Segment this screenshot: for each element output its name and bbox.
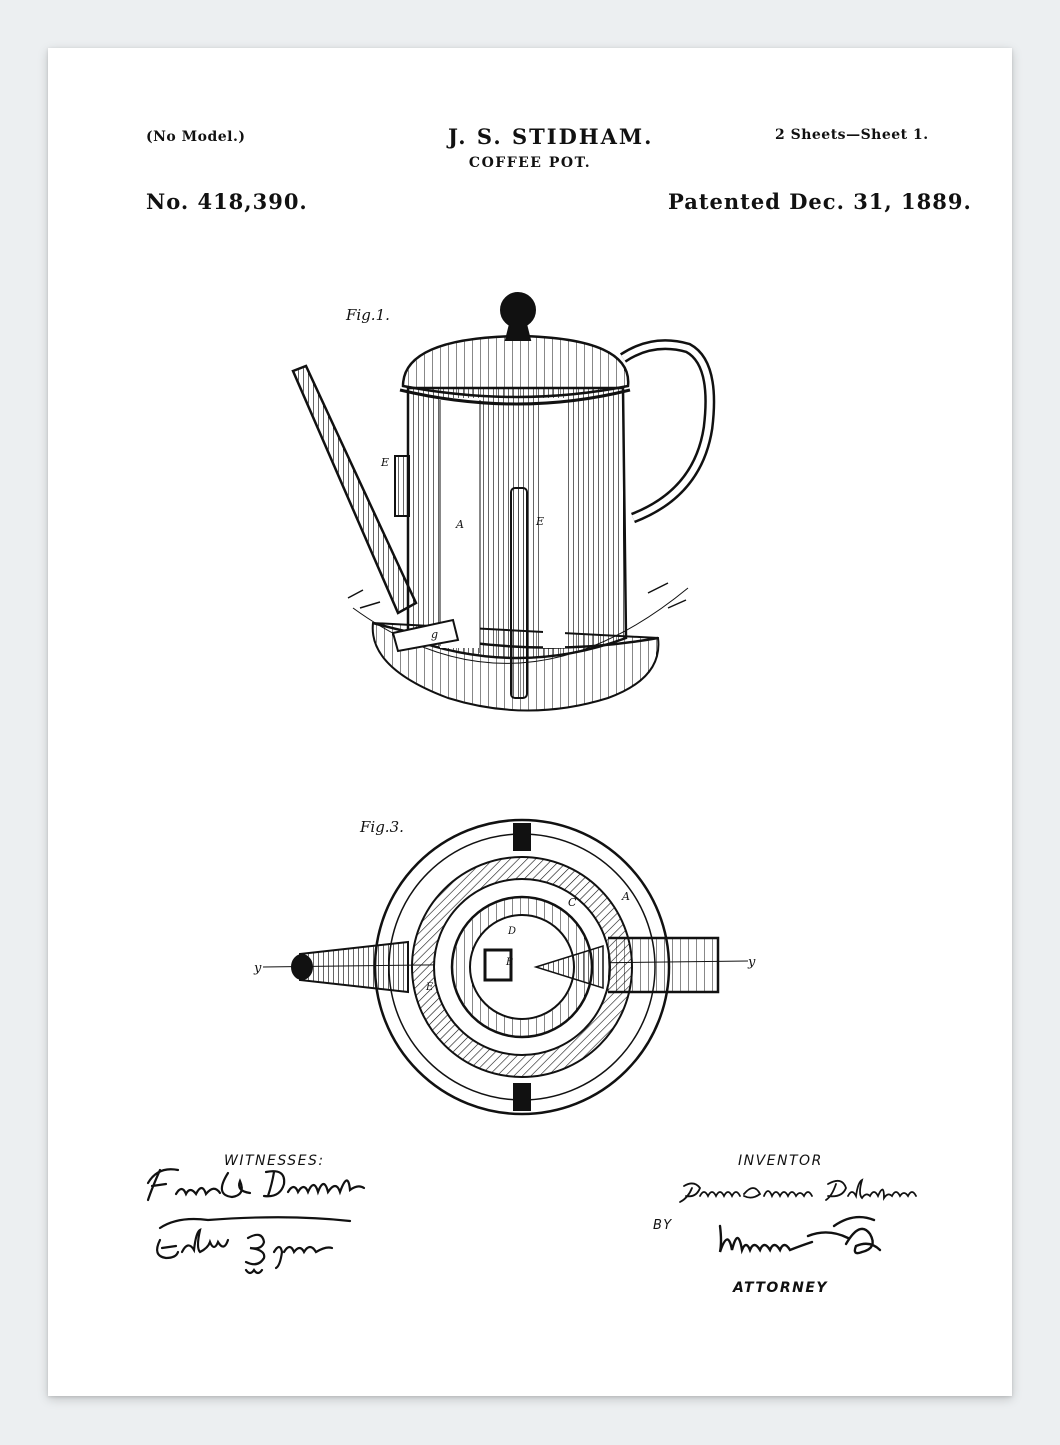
witness-signature-1 — [148, 1169, 364, 1200]
patent-number: No. 418,390. — [146, 189, 308, 214]
inventor-label: INVENTOR — [738, 1153, 823, 1169]
attorney-label: ATTORNEY — [733, 1280, 829, 1296]
sheet-count: 2 Sheets—Sheet 1. — [775, 127, 929, 143]
no-model-note: (No Model.) — [146, 129, 246, 145]
fig1-label: Fig.1. — [346, 306, 390, 324]
patent-date: Patented Dec. 31, 1889. — [668, 189, 972, 214]
fig1-letter: A — [456, 518, 464, 531]
fig3-letter: y — [748, 955, 756, 970]
inventor-signature — [680, 1180, 916, 1202]
fig3-letter: B — [506, 957, 514, 968]
by-label: BY — [653, 1218, 673, 1233]
inventor-name: J. S. STIDHAM. — [448, 124, 654, 149]
fig3-letter: C — [568, 896, 577, 909]
coffee-pot-perspective-drawing — [293, 293, 710, 711]
fig3-letter: E — [426, 982, 434, 993]
fig3-letter: A — [622, 890, 630, 903]
patent-drawings — [48, 48, 1012, 1396]
fig3-letter: y — [254, 961, 262, 976]
patent-sheet — [48, 48, 1012, 1396]
fig3-label: Fig.3. — [360, 818, 404, 836]
fig3-letter: D — [508, 926, 517, 937]
witnesses-label: WITNESSES: — [224, 1153, 325, 1169]
attorney-signature — [720, 1217, 880, 1253]
fig1-letter: E — [381, 456, 390, 469]
fig1-letter: E — [536, 515, 545, 528]
patent-title: COFFEE POT. — [468, 155, 592, 171]
fig1-letter: g — [431, 628, 439, 641]
witness-signature-2 — [157, 1217, 350, 1273]
